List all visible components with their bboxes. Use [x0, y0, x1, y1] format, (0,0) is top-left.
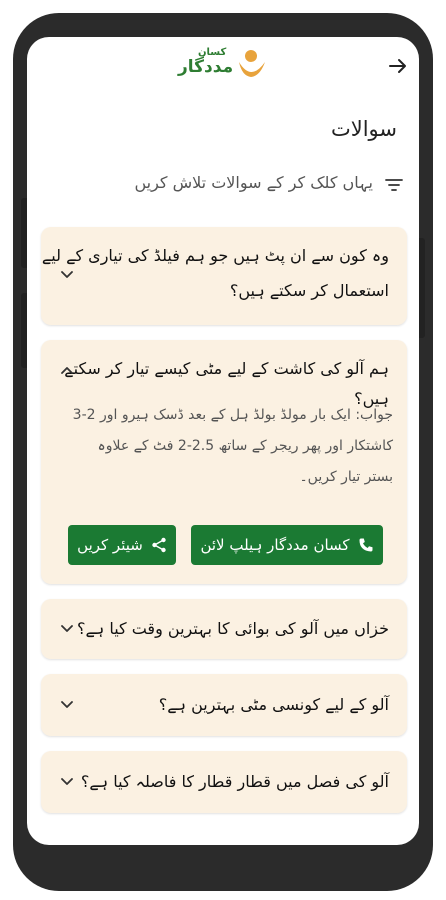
faq-answer-2-line-2: کاشتکار اور پھر ریجر کے ساتھ 2.5-2 فٹ کے علاوہ — [97, 438, 393, 454]
logo-text-big: مددگار — [178, 57, 234, 77]
app-logo — [174, 45, 269, 85]
faq-question-1-line-2: استعمال کر سکتے ہیں؟ — [229, 281, 389, 300]
share-icon — [151, 537, 167, 553]
chevron-down-icon[interactable] — [61, 778, 73, 786]
search-input[interactable]: یہاں کلک کر کے سوالات تلاش کریں — [134, 173, 373, 192]
faq-answer-2-line-3: بستر تیار کریں۔ — [299, 469, 393, 485]
helpline-button[interactable] — [191, 525, 383, 565]
faq-card-4[interactable] — [41, 674, 407, 736]
faq-question-5: آلو کی فصل میں قطار قطار کا فاصلہ کیا ہے؟ — [80, 772, 389, 791]
back-arrow-icon[interactable] — [387, 55, 409, 77]
share-button-label: شیئر کریں — [77, 536, 143, 554]
faq-question-1-line-1: وہ کون سے ان پٹ ہیں جو ہم فیلڈ کی تیاری کے لیے — [41, 246, 389, 265]
top-bar — [27, 37, 419, 95]
chevron-down-icon[interactable] — [61, 271, 73, 279]
logo-mark-icon — [236, 48, 268, 82]
chevron-down-icon[interactable] — [61, 625, 73, 633]
faq-answer-2 — [53, 400, 393, 493]
chevron-down-icon[interactable] — [61, 701, 73, 709]
faq-card-5[interactable] — [41, 751, 407, 813]
faq-question-3: خزاں میں آلو کی بوائی کا بہترین وقت کیا ہے؟ — [76, 619, 389, 638]
filter-icon[interactable] — [385, 177, 403, 193]
chevron-up-icon[interactable] — [61, 366, 73, 374]
logo-text-small: کسان — [198, 47, 227, 58]
search-bar[interactable] — [47, 173, 403, 199]
phone-icon — [358, 537, 374, 553]
faq-card-2-expanded[interactable] — [41, 340, 407, 584]
faq-question-2: ہم آلو کی کاشت کے لیے مٹی کیسے تیار کر سکتے ہیں؟ — [64, 359, 389, 408]
page-title: سوالات — [330, 117, 397, 141]
app-screen — [27, 37, 419, 845]
faq-card-1[interactable] — [41, 227, 407, 325]
faq-card-3[interactable] — [41, 599, 407, 659]
share-button[interactable] — [68, 525, 176, 565]
helpline-button-label: کسان مددگار ہیلپ لائن — [200, 536, 350, 554]
faq-question-4: آلو کے لیے کونسی مٹی بہترین ہے؟ — [158, 695, 389, 714]
faq-answer-2-line-1: جواب: ایک بار مولڈ بولڈ ہل کے بعد ڈسک ہیرو اور 2-3 — [72, 407, 393, 423]
